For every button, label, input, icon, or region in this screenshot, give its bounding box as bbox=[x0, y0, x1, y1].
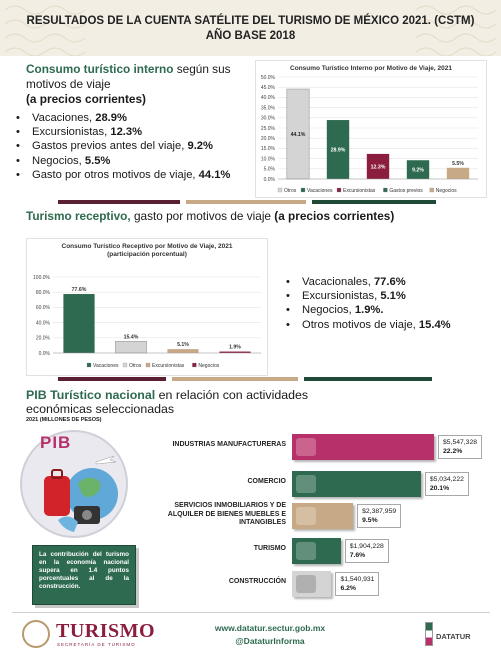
chart1-svg bbox=[256, 75, 486, 197]
factory-icon bbox=[296, 438, 316, 456]
data-label: 15.4% bbox=[123, 334, 139, 341]
chart2-subtitle: (participación porcentual) bbox=[107, 251, 187, 258]
tick-label: 30.0% bbox=[260, 115, 275, 122]
section1-bullet-list bbox=[14, 111, 230, 182]
list-item bbox=[14, 139, 230, 153]
list-item bbox=[14, 154, 230, 168]
legend-label: Excursionistas bbox=[152, 363, 185, 369]
divider-maroon bbox=[58, 200, 180, 204]
tick-label: 50.0% bbox=[260, 75, 275, 81]
sector-value: $2,387,959 bbox=[362, 508, 397, 515]
sector-label: SERVICIOS INMOBILIARIOS Y DE ALQUILER DE BIENES MUEBLES E INTANGIBLES bbox=[167, 502, 286, 526]
data-label: 1.9% bbox=[229, 344, 241, 351]
sector-value-box bbox=[357, 504, 401, 528]
bullet-value: 9.2% bbox=[187, 140, 213, 153]
chart-bar bbox=[115, 341, 146, 353]
tick-label: 5.0% bbox=[263, 166, 275, 173]
legend-swatch bbox=[146, 363, 150, 367]
tick-label: 40.0% bbox=[35, 320, 50, 327]
bullet-value: 1.9%. bbox=[354, 304, 384, 317]
sector-label: COMERCIO bbox=[247, 478, 286, 485]
data-label: 77.6% bbox=[71, 287, 87, 294]
turismo-logo: TURISMO bbox=[56, 620, 156, 642]
page-title bbox=[0, 14, 501, 44]
sector-share: 6.2% bbox=[340, 585, 356, 592]
legend-swatch bbox=[278, 188, 282, 192]
travel-illustration-icon bbox=[22, 432, 128, 538]
section1-heading bbox=[26, 62, 256, 107]
legend-swatch bbox=[383, 188, 387, 192]
twitter-handle[interactable]: @DataturInforma bbox=[235, 636, 305, 646]
bullet-label: Negocios, bbox=[32, 154, 85, 167]
sector-label: TURISMO bbox=[253, 545, 286, 552]
divider-maroon-2 bbox=[58, 377, 166, 381]
sector-value-box bbox=[438, 435, 482, 459]
seal-icon bbox=[22, 620, 50, 648]
title-line-2: AÑO BASE 2018 bbox=[205, 30, 296, 42]
house-icon bbox=[296, 507, 316, 525]
divider-tan bbox=[186, 200, 306, 204]
legend-swatch bbox=[192, 363, 196, 367]
divider-tan-2 bbox=[172, 377, 298, 381]
plane-icon bbox=[296, 542, 316, 560]
data-label: 12.3% bbox=[370, 164, 386, 171]
bullet-label: Gastos previos antes del viaje, bbox=[32, 140, 188, 153]
bullet-value: 5.1% bbox=[380, 290, 406, 303]
data-label: 5.5% bbox=[452, 160, 464, 167]
sector-bar bbox=[292, 471, 421, 497]
bullet-label: Otros motivos de viaje, bbox=[302, 318, 419, 331]
list-item bbox=[14, 125, 230, 139]
section3-heading-rest: en relación con actividades económicas seleccionadas bbox=[26, 388, 309, 416]
chart2-svg bbox=[27, 261, 267, 377]
legend-label: Otros bbox=[129, 363, 142, 369]
data-label: 9.2% bbox=[412, 167, 424, 174]
sector-value-box bbox=[345, 539, 389, 563]
footer-divider bbox=[12, 612, 490, 613]
turismo-logo-subtitle: SECRETARÍA DE TURISMO bbox=[57, 642, 136, 647]
legend-label: Otros bbox=[284, 188, 297, 194]
divider-green bbox=[312, 200, 436, 204]
sector-label: CONSTRUCCIÓN bbox=[228, 578, 286, 585]
internal-consumption-chart bbox=[255, 60, 487, 198]
sector-value: $1,540,931 bbox=[340, 576, 375, 583]
list-item bbox=[284, 275, 451, 289]
bullet-value: 5.5% bbox=[84, 154, 111, 167]
tick-label: 25.0% bbox=[260, 125, 275, 132]
tick-label: 80.0% bbox=[35, 290, 50, 296]
sector-bar bbox=[292, 571, 331, 597]
sector-label: INDUSTRIAS MANUFACTURERAS bbox=[172, 441, 286, 448]
legend-label: Negocios bbox=[435, 188, 457, 194]
note-box: La contribución del turismo en la economía nacional supera en 1.4 puntos porcentuales al de la construcción. bbox=[32, 545, 136, 605]
section1-heading-bold: (a precios corrientes) bbox=[26, 92, 146, 106]
legend-swatch bbox=[123, 363, 127, 367]
crane-icon bbox=[296, 575, 316, 593]
legend-swatch bbox=[301, 188, 305, 192]
chart2-title: Consumo Turístico Receptivo por Motivo de Viaje, 2021 bbox=[61, 243, 233, 250]
sector-share: 7.6% bbox=[349, 552, 366, 559]
sector-value: $5,034,222 bbox=[429, 476, 464, 483]
legend-label: Vacaciones bbox=[307, 188, 333, 194]
data-label: 5.1% bbox=[177, 342, 189, 349]
section1-heading-highlight: Consumo turístico interno bbox=[26, 62, 174, 76]
bullet-value: 15.4% bbox=[418, 318, 451, 331]
sector-bar bbox=[292, 503, 353, 529]
tick-label: 45.0% bbox=[260, 85, 275, 91]
list-item bbox=[284, 318, 451, 332]
list-item bbox=[14, 168, 230, 182]
bullet-value: 44.1% bbox=[198, 168, 231, 181]
pib-illustration bbox=[20, 430, 128, 538]
section2-heading-bold: (a precios corrientes) bbox=[274, 209, 395, 223]
bullet-label: Negocios, bbox=[302, 304, 355, 317]
datatur-link[interactable]: www.datatur.sectur.gob.mx bbox=[214, 623, 326, 633]
datatur-logo: DATATUR bbox=[436, 632, 471, 641]
legend-label: Gastos previos bbox=[389, 188, 423, 194]
section2-heading bbox=[26, 209, 394, 223]
chart-bar bbox=[447, 168, 469, 179]
sector-value-box bbox=[335, 572, 379, 596]
data-label: 44.1% bbox=[290, 132, 306, 139]
list-item bbox=[284, 303, 451, 317]
bullet-value: 28.9% bbox=[95, 112, 127, 124]
bullet-label: Vacaciones, bbox=[32, 112, 96, 124]
section3-subheading: 2021 (MILLONES DE PESOS) bbox=[26, 417, 102, 423]
section2-heading-highlight: Turismo receptivo, bbox=[26, 209, 131, 223]
tick-label: 40.0% bbox=[260, 95, 275, 102]
legend-swatch bbox=[87, 363, 91, 367]
legend-swatch bbox=[430, 188, 434, 192]
legend-label: Vacaciones bbox=[93, 363, 119, 369]
data-label: 28.9% bbox=[330, 147, 346, 154]
tick-label: 35.0% bbox=[260, 105, 275, 112]
sector-value-box bbox=[425, 472, 469, 496]
bullet-label: Excursionistas, bbox=[302, 290, 381, 303]
tick-label: 10.0% bbox=[260, 156, 275, 163]
title-line-1: RESULTADOS DE LA CUENTA SATÉLITE DEL TURISMO DE MÉXICO 2021. (CSTM) bbox=[26, 15, 475, 27]
tick-label: 0.0% bbox=[38, 350, 50, 357]
list-item bbox=[14, 111, 230, 125]
sector-bar bbox=[292, 434, 434, 460]
chart1-title: Consumo Turístico Interno por Motivo de Viaje, 2021 bbox=[290, 65, 452, 72]
tick-label: 20.0% bbox=[35, 335, 50, 342]
flag-icon bbox=[425, 622, 433, 646]
bullet-label: Vacacionales, bbox=[302, 276, 374, 288]
legend-swatch bbox=[337, 188, 341, 192]
tick-label: 100.0% bbox=[33, 274, 50, 281]
sector-share: 9.5% bbox=[362, 517, 378, 524]
tick-label: 60.0% bbox=[35, 305, 50, 312]
section3-heading bbox=[26, 388, 326, 416]
tick-label: 15.0% bbox=[260, 146, 275, 153]
cart-icon bbox=[296, 475, 316, 493]
section1-heading-rest: según sus motivos de viaje bbox=[26, 62, 231, 91]
tick-label: 0.0% bbox=[263, 176, 275, 183]
section3-heading-highlight: PIB Turístico nacional bbox=[26, 388, 156, 402]
sector-share: 22.2% bbox=[443, 448, 463, 455]
chart-bar bbox=[167, 349, 198, 353]
receptive-tourism-chart bbox=[26, 238, 268, 376]
chart-bar bbox=[63, 294, 94, 353]
section2-bullet-list bbox=[284, 275, 451, 332]
section2-heading-rest: gasto por motivos de viaje bbox=[130, 209, 275, 223]
legend-label: Excursionistas bbox=[343, 188, 376, 194]
tick-label: 20.0% bbox=[260, 136, 275, 142]
list-item bbox=[284, 289, 451, 303]
bullet-label: Excursionistas, bbox=[32, 126, 111, 139]
bullet-value: 12.3% bbox=[110, 126, 143, 139]
bullet-label: Gasto por otros motivos de viaje, bbox=[32, 168, 199, 181]
sector-share: 20.1% bbox=[429, 485, 450, 492]
pib-label: PIB bbox=[40, 433, 72, 452]
legend-label: Negocios bbox=[198, 363, 220, 369]
sector-value: $5,547,328 bbox=[443, 439, 478, 446]
sector-bar bbox=[292, 538, 341, 564]
bullet-value: 77.6% bbox=[373, 276, 406, 288]
divider-green-2 bbox=[304, 377, 432, 381]
sector-value: $1,904,228 bbox=[349, 543, 384, 550]
